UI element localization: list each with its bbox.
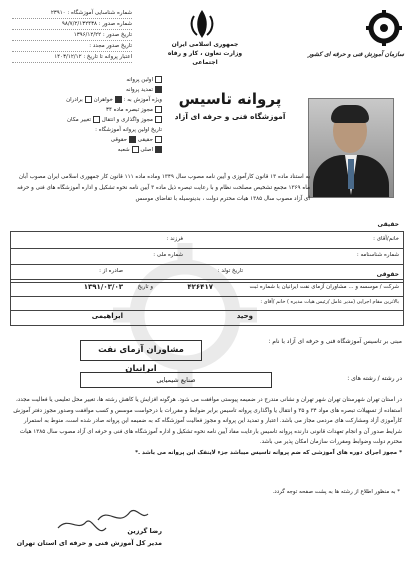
checkbox-checked xyxy=(129,136,136,143)
founder-photo xyxy=(308,98,394,198)
copy-note: * به منظور اطلاع از رشته ها به پشت صفحه توجه گردد. xyxy=(272,489,400,495)
father-label: فرزند : xyxy=(166,236,183,242)
transfer-row: مجوز واگذاری و انتقال تغییر مکان xyxy=(12,115,162,125)
checkbox-checked xyxy=(155,146,162,153)
organization-logo xyxy=(307,8,404,70)
gov-line-2: وزارت تعاون ، کار و رفاه اجتماعی xyxy=(167,50,243,66)
gear-logo-icon xyxy=(307,8,404,70)
reg-row: تاریخ صدور مجدد : xyxy=(12,41,132,52)
checkbox xyxy=(132,146,139,153)
intro-paragraph: به استناد ماده ۱۳ قانون کارآموزی و آیین نامه مصوب سال ۱۳۴۹ وماده ماده ۱۱۱ قانون کار جمهوری اسلامی ایران مصوب آبان ماه ۱۳۶۹ مجمع تشخیص مصلحت نظام و با رعایت تبصره ذیل ماده ۳ آیین نامه نحوه تشکیل و اداره آموزشگاه های فنی و حرفه ای آزاد مصوب سال ۱۳۸۵ هیات محترم دولت ، بدینوسیله با تقاضای موسس xyxy=(17,174,310,202)
id-number-label: شماره شناسنامه : xyxy=(356,252,399,258)
branch-row: اصلی شعبه xyxy=(12,145,162,155)
reg-row: شماره شناسایی آموزشگاه : ۲۳۹۱۰ xyxy=(12,8,132,19)
registration-number: ۴۲۶۴۱۷ xyxy=(187,283,213,291)
agency-name: مشاوران آزمای نفت ایرانیان xyxy=(80,340,202,361)
footer-note: * مجوز اجرای دوره های آموزشی که ضم پروانه تاسیس میباشد جزء لاینفک این پروانه می باشد .* xyxy=(135,449,402,456)
issued-from-label: صادره از : xyxy=(99,268,123,274)
field-label: در رشته / رشته های : xyxy=(347,375,402,382)
type-row: حقیقی حقوقی xyxy=(12,135,162,145)
signatory-title: مدیر کل آموزش فنی و حرفه ای استان تهران xyxy=(16,539,162,547)
body-text: در استان تهران شهرستان تهران شهر تهران و نشانی مندرج در ضمیمه پیوستی موافقت می شود. هرگونه افزایش یا کاهش رشته ها، تغییر محل تعلیمی یا فعالیت مجدد، استفاده از تسهیلات تبصره های مواد ۳۴ و ۳۵ و انتقال یا واگذاری پروانه تاسیس برابر ضوابط و مقررات با درخواست موسس و کسب موافقت وصدور مجوز دفتر آموزش کارآموزی آزاد ومشارکت های مردمی مجاز می باشد. اعتبار و تمدید این پروانه و مجوز فعالیت آموزشگاه که به ضمیمه این پروانه صادر شده است، منوط به استمرار شرایط صدور آن و انجام تعهدات قانونی دارنده پروانه تاسیس بارعایت مفاد آیین نامه نحوه تشکیل و اداره آموزشگاه های فنی و حرفه ای آزاد مصوب سال ۱۳۸۵ هیات محترم دولت وضوابط ومقررات سازمان امکان پذیر می باشد. xyxy=(13,397,402,445)
reg-row: تاریخ صدور : ۱۳۹۶/۱۲/۲۲ xyxy=(12,30,132,41)
gender-row: ویژه آموزش به : خواهران برادران xyxy=(66,97,162,103)
agency-lead: مبنی بر تاسیس آموزشگاه فنی و حرفه ای آزاد با نام : xyxy=(268,338,402,345)
representative-first-name: وحید xyxy=(236,312,253,320)
name-label: خانم/آقای : xyxy=(373,236,399,242)
government-title xyxy=(160,40,250,67)
date-label: و تاریخ xyxy=(137,284,153,290)
real-person-section-label: حقیقی xyxy=(377,221,399,228)
checkbox xyxy=(85,96,92,103)
gov-line-1: جمهوری اسلامی ایران xyxy=(171,41,239,48)
checkbox xyxy=(93,116,100,123)
company-line: شرکت / موسسه و ... مشاوران آزمای نفت ایرانیان با شماره ثبت xyxy=(249,284,399,290)
checkbox xyxy=(155,136,162,143)
national-id-label: شماره ملی : xyxy=(153,252,183,258)
field-value: صنایع شیمیایی xyxy=(80,372,272,388)
checkbox xyxy=(155,76,162,83)
signatory-name: رضا گرزین xyxy=(127,527,162,535)
real-person-table xyxy=(10,221,404,283)
organization-name: سازمان آموزش فنی و حرفه ای کشور xyxy=(307,51,404,58)
checkbox-checked xyxy=(115,96,122,103)
registration-date: ۱۳۹۱/۰۳/۰۳ xyxy=(83,283,123,291)
options-block xyxy=(12,75,162,155)
reg-row: اعتبار پروانه تا تاریخ : ۱۴۰۳/۱۲/۱۲ xyxy=(12,52,132,63)
reg-row: شماره صدور : ۹۸/۷/۲/۱۳۲۴۳۸ xyxy=(12,19,132,30)
issue-row: اولین پروانه xyxy=(12,75,162,85)
registration-box xyxy=(12,8,132,63)
legal-person-section-label: حقوقی xyxy=(376,271,399,278)
article-row: مجوز تبصره ماده ۳۴ xyxy=(12,105,162,115)
page-title: پروانه تاسیس xyxy=(178,90,282,108)
representative-last-name: ابراهیمی xyxy=(91,312,123,320)
renew-row: تمدید پروانه xyxy=(12,85,162,95)
birth-date-label: تاریخ تولد : xyxy=(217,268,243,274)
representative-label: بالاترین مقام اجرایی (مدیر عامل /رئیس هیات مدیره ) خانم /آقای : xyxy=(260,299,399,305)
first-license-date-row: تاریخ اولین پروانه آموزشگاه : xyxy=(95,127,162,133)
body-paragraph xyxy=(10,395,402,458)
iran-emblem-icon xyxy=(188,8,216,40)
checkbox xyxy=(155,106,162,113)
page-subtitle: آموزشگاه فنی و حرفه ای آزاد xyxy=(174,112,286,121)
